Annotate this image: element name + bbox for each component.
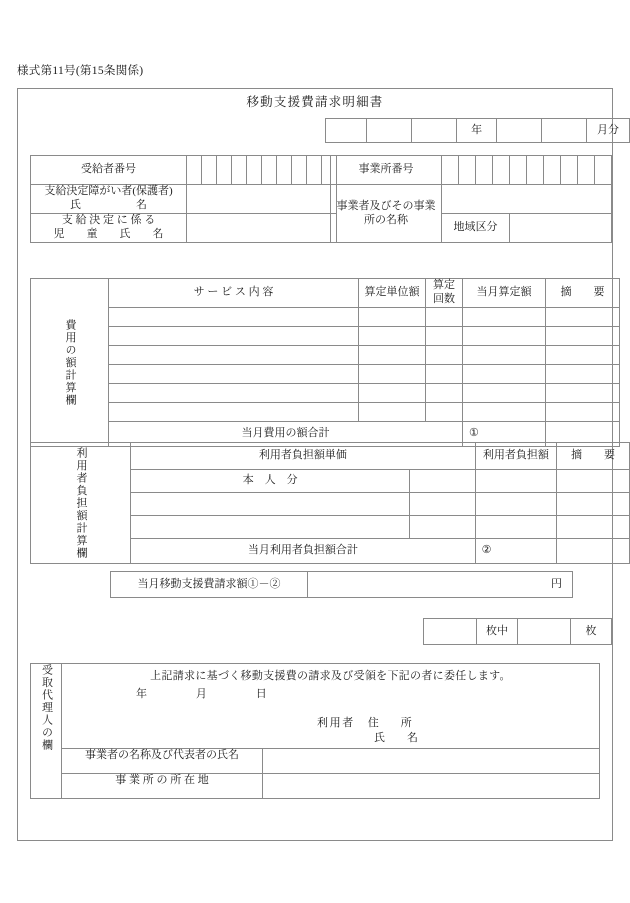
beneficiary-name-label-line1: 支給決定障がい者(保護者) [44,185,173,198]
recipient-number-cell-2[interactable] [202,156,217,185]
cost-calculation-table [30,278,620,447]
billing-period-row [325,118,630,143]
cost-cell-remarks[interactable] [546,326,620,345]
proxy-date-day: 日 [255,687,277,700]
cost-cell-month-amount[interactable] [463,326,546,345]
burden-cell-remarks[interactable] [557,493,630,516]
region-label: 地域区分 [442,214,510,243]
child-name-label-line1: 支 給 決 定 に 係 る [61,214,156,227]
cost-cell-service[interactable] [109,307,359,326]
recipient-number-cell-5[interactable] [247,156,262,185]
cost-total-marker: ① [463,421,546,446]
office-number-cell-5[interactable] [510,156,527,185]
recipient-info-block [30,155,337,243]
burden-cell-unit-price[interactable] [410,470,475,493]
cost-cell-month-amount[interactable] [463,383,546,402]
month-label: 月分 [587,119,630,143]
office-number-label: 事業所番号 [331,156,442,185]
table-row [31,364,620,383]
cost-cell-service[interactable] [109,402,359,421]
cost-table-side-label-text: 費用の額計算欄 [64,318,76,406]
cost-cell-count[interactable] [426,307,463,326]
proxy-user-name-line [317,731,599,747]
office-address-value[interactable] [263,774,600,799]
cost-cell-count[interactable] [426,364,463,383]
cost-header-unit-amount: 算定単位額 [359,279,426,308]
proxy-statement-text: 上記請求に基づく移動支援費の請求及び受領を下記の者に委任します。 [150,670,511,682]
cost-header-count-line1: 算定 [433,279,455,291]
proxy-date-line[interactable] [62,684,599,702]
office-number-cell-10[interactable] [595,156,612,185]
cost-header-service: サ ー ビ ス 内 容 [109,279,359,308]
office-number-cell-6[interactable] [527,156,544,185]
cost-table-side-label [31,279,109,447]
beneficiary-name-label-line2: 氏 名 [70,199,147,211]
table-row [31,774,600,799]
burden-cell-name[interactable] [131,516,410,539]
table-row [31,326,620,345]
office-address-label: 事 業 所 の 所 在 地 [62,774,263,799]
burden-header-remarks: 摘 要 [557,443,630,470]
cost-cell-remarks[interactable] [546,402,620,421]
child-name-label [31,214,187,243]
beneficiary-name-label [31,185,187,214]
recipient-number-cell-8[interactable] [292,156,307,185]
burden-cell-amount[interactable] [475,493,556,516]
recipient-number-label: 受給者番号 [31,156,187,185]
recipient-number-cell-1[interactable] [187,156,202,185]
claim-amount-row [110,571,573,598]
proxy-user-address-label: 住 所 [367,716,418,729]
recipient-number-cell-9[interactable] [307,156,322,185]
cost-cell-unit-amount[interactable] [359,307,426,326]
claim-amount-unit: 円 [551,577,562,590]
sheet-current-label: 枚 [571,619,612,645]
office-number-cell-9[interactable] [578,156,595,185]
beneficiary-name-value[interactable] [187,185,337,214]
recipient-number-cell-4[interactable] [232,156,247,185]
cost-cell-count[interactable] [426,345,463,364]
burden-header-amount: 利用者負担額 [475,443,556,470]
burden-cell-name[interactable] [131,493,410,516]
burden-cell-amount[interactable] [475,516,556,539]
proxy-user-info [62,716,599,748]
burden-cell-remarks[interactable] [557,470,630,493]
burden-cell-remarks[interactable] [557,516,630,539]
recipient-number-cell-6[interactable] [262,156,277,185]
year-box-left[interactable] [367,119,412,143]
year-label: 年 [457,119,497,143]
burden-total-label: 当月利用者負担額合計 [131,539,476,564]
cost-cell-count[interactable] [426,402,463,421]
office-number-cell-1[interactable] [442,156,459,185]
table-row [31,307,620,326]
cost-cell-remarks[interactable] [546,383,620,402]
cost-cell-unit-amount[interactable] [359,364,426,383]
cost-cell-unit-amount[interactable] [359,383,426,402]
cost-header-remarks: 摘 要 [546,279,620,308]
cost-header-count [426,279,463,308]
office-number-cell-4[interactable] [493,156,510,185]
proxy-user-label: 利用者 [317,716,355,729]
table-row [31,383,620,402]
proxy-date-year: 年 [136,687,157,700]
provider-name-label [331,185,442,243]
proxy-user-address-line [317,716,599,732]
cost-cell-month-amount[interactable] [463,345,546,364]
cost-cell-month-amount[interactable] [463,307,546,326]
page-title: 移動支援費請求明細書 [246,95,384,109]
cost-cell-service[interactable] [109,383,359,402]
year-box-right[interactable] [412,119,457,143]
cost-cell-service[interactable] [109,364,359,383]
provider-rep-value[interactable] [263,749,600,774]
office-number-cell-3[interactable] [476,156,493,185]
cost-cell-remarks[interactable] [546,364,620,383]
user-burden-table [30,442,630,564]
cost-cell-month-amount[interactable] [463,364,546,383]
table-row [31,345,620,364]
cost-cell-service[interactable] [109,326,359,345]
burden-total-remarks[interactable] [557,539,630,564]
cost-cell-unit-amount[interactable] [359,326,426,345]
proxy-side-label [31,664,62,799]
cost-header-month-amount: 当月算定額 [463,279,546,308]
burden-cell-unit-price[interactable] [410,493,475,516]
cost-header-count-line2: 回数 [433,292,455,305]
claim-amount-value[interactable] [308,572,573,598]
table-row [31,749,600,774]
provider-rep-label: 事業者の名称及び代表者の氏名 [62,749,263,774]
cost-cell-unit-amount[interactable] [359,402,426,421]
region-value[interactable] [510,214,612,243]
cost-cell-service[interactable] [109,345,359,364]
proxy-user-name-label: 氏 名 [374,732,424,745]
cost-cell-unit-amount[interactable] [359,345,426,364]
cost-cell-count[interactable] [426,383,463,402]
provider-info-block [330,155,612,243]
cost-total-label: 当月費用の額合計 [109,421,463,446]
burden-cell-unit-price[interactable] [410,516,475,539]
burden-cell-amount[interactable] [475,470,556,493]
burden-table-side-label-text: 利用者負担額計算欄 [75,446,87,560]
provider-name-label-line1: 事業者及びその事業 [336,199,436,212]
burden-total-marker: ② [475,539,556,564]
office-number-cell-2[interactable] [459,156,476,185]
month-box-left[interactable] [497,119,542,143]
proxy-statement-area [62,664,600,749]
cost-cell-count[interactable] [426,326,463,345]
proxy-side-label-text: 受取代理人の欄 [40,664,53,752]
sheet-total-box[interactable] [424,619,477,645]
claim-amount-label: 当月移動支援費請求額①－② [111,572,308,598]
cost-cell-remarks[interactable] [546,345,620,364]
cost-cell-month-amount[interactable] [463,402,546,421]
cost-cell-remarks[interactable] [546,307,620,326]
office-number-cell-8[interactable] [561,156,578,185]
proxy-receiver-block [30,663,600,799]
sheet-current-box[interactable] [518,619,571,645]
child-name-label-line2: 児 童 氏 名 [53,228,164,240]
form-number-label: 様式第11号(第15条関係) [17,65,144,77]
provider-name-label-line2: 所の名称 [364,213,408,226]
proxy-date-month: 月 [195,687,217,700]
burden-cell-name[interactable]: 本 人 分 [131,470,410,493]
era-box[interactable] [326,119,367,143]
recipient-number-cell-3[interactable] [217,156,232,185]
recipient-number-cell-7[interactable] [277,156,292,185]
table-row [31,402,620,421]
sheet-total-label: 枚中 [477,619,518,645]
provider-name-value[interactable] [442,185,612,214]
office-number-cell-7[interactable] [544,156,561,185]
child-name-value[interactable] [187,214,337,243]
burden-header-unit-price: 利用者負担額単価 [131,443,476,470]
sheet-count-row [423,618,612,645]
burden-table-side-label [31,443,131,564]
month-box-right[interactable] [542,119,587,143]
